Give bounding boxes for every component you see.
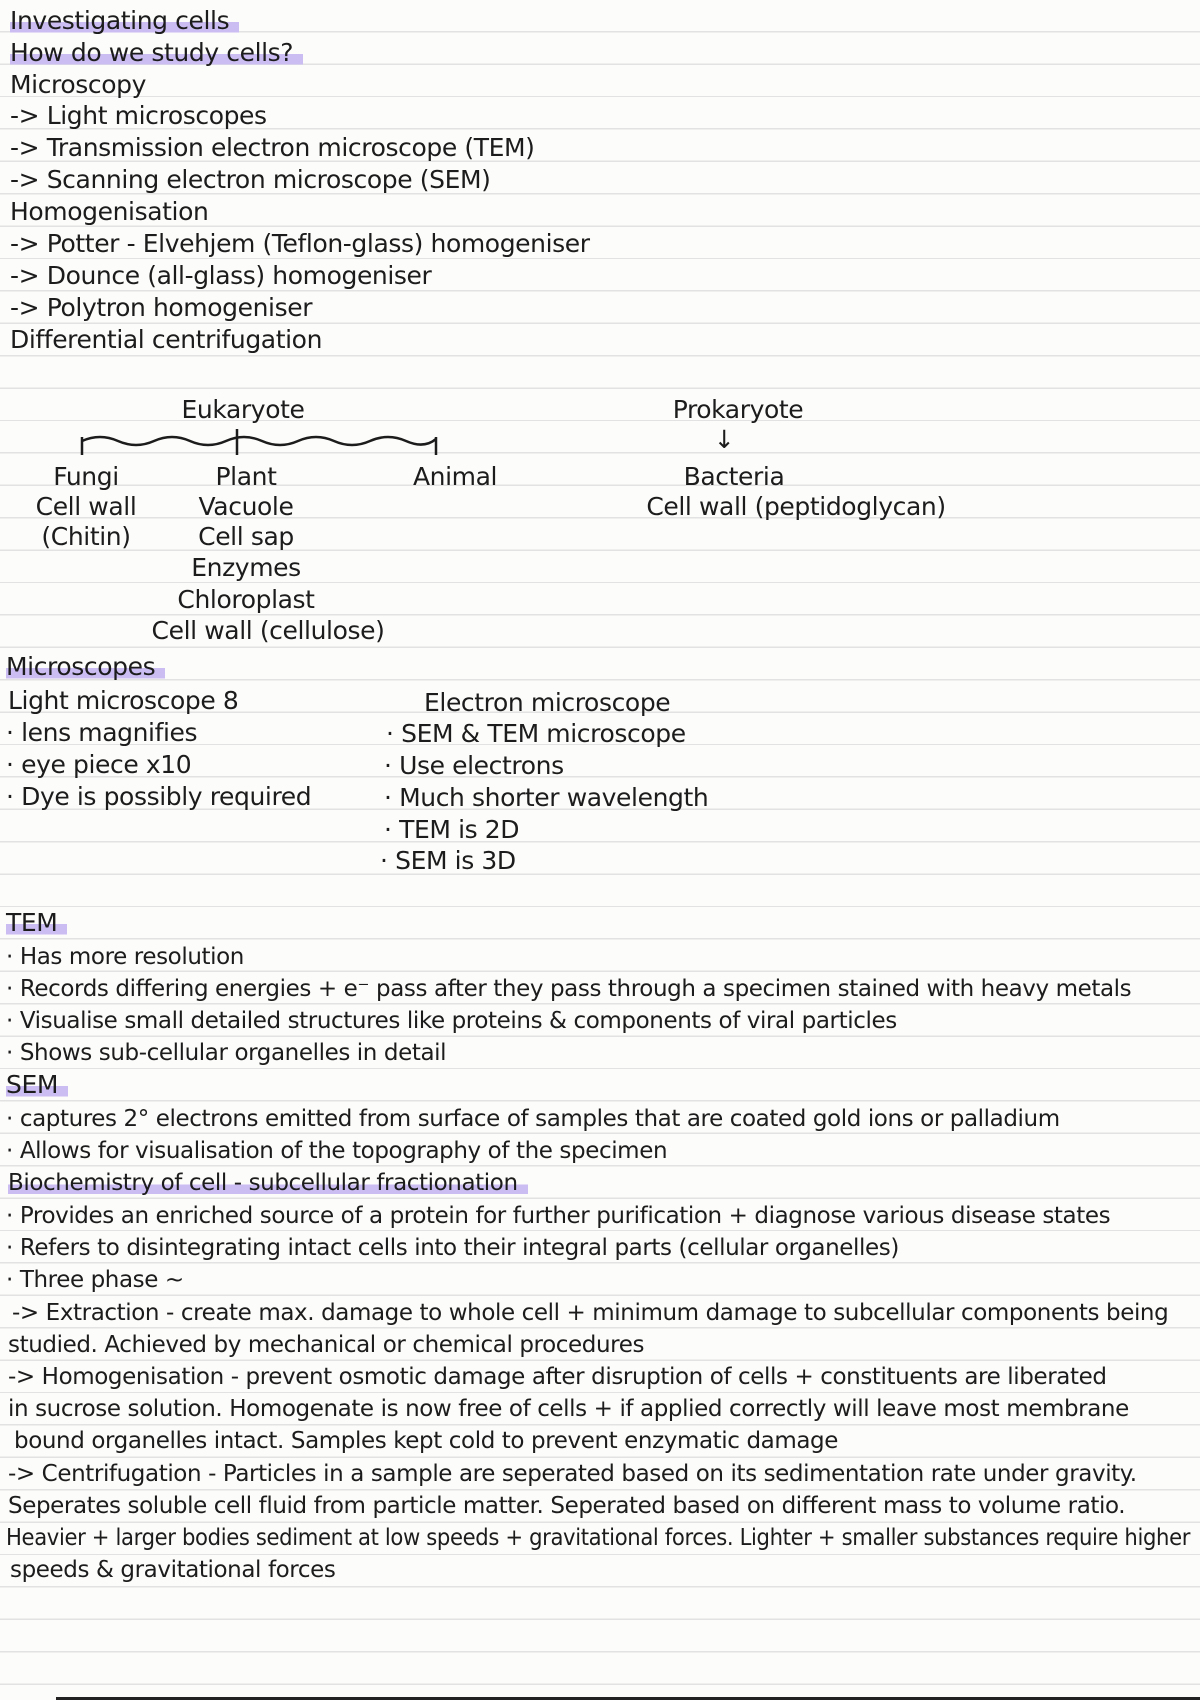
method-item: -> Potter - Elvehjem (Teflon-glass) homogeniser [10, 229, 590, 258]
tem-point: · Records differing energies + e⁻ pass after they pass through a specimen stained with heavy metals [6, 976, 1132, 1002]
fractionation-point: Seperates soluble cell fluid from particle matter. Seperated based on different mass to volume ratio. [8, 1493, 1126, 1519]
electron-microscope-point: · Use electrons [384, 751, 564, 780]
plant-feature: Cell sap [198, 522, 294, 551]
plant-feature: Enzymes [191, 553, 301, 582]
method-item: -> Light microscopes [10, 101, 267, 130]
tem-point: · Shows sub-cellular organelles in detail [6, 1040, 447, 1066]
plant-feature: Cell wall (cellulose) [151, 616, 385, 645]
electron-microscope-point: · TEM is 2D [384, 815, 520, 844]
page-question: How do we study cells? [10, 38, 303, 68]
electron-microscope-point: · SEM & TEM microscope [386, 719, 686, 748]
fractionation-point: · Three phase ~ [6, 1267, 184, 1293]
fractionation-point: -> Centrifugation - Particles in a sample are seperated based on its sedimentation rate under gravity. [8, 1461, 1137, 1487]
bacteria-label: Bacteria [683, 462, 785, 491]
fractionation-point: bound organelles intact. Samples kept cold to prevent enzymatic damage [14, 1428, 838, 1454]
microscopes-heading: Microscopes [6, 652, 165, 682]
down-arrow-icon: ↓ [713, 425, 735, 454]
tem-point: · Has more resolution [6, 944, 244, 970]
fractionation-point: studied. Achieved by mechanical or chemical procedures [8, 1332, 645, 1358]
fungi-label: Fungi [53, 462, 119, 491]
method-item: -> Polytron homogeniser [10, 293, 313, 322]
fractionation-point: in sucrose solution. Homogenate is now free of cells + if applied correctly will leave most membrane [8, 1396, 1129, 1422]
sem-point: · captures 2° electrons emitted from surface of samples that are coated gold ions or palladium [6, 1106, 1060, 1132]
sem-heading: SEM [6, 1070, 68, 1100]
fractionation-point: speeds & gravitational forces [10, 1557, 336, 1583]
method-item: -> Dounce (all-glass) homogeniser [10, 261, 432, 290]
eukaryote-bracket [0, 425, 1200, 485]
light-microscope-point: · eye piece x10 [6, 750, 192, 779]
fractionation-point: -> Homogenisation - prevent osmotic damage after disruption of cells + constituents are liberated [8, 1364, 1107, 1390]
light-microscope-point: · lens magnifies [6, 718, 198, 747]
method-item: -> Transmission electron microscope (TEM) [10, 133, 535, 162]
page-title: Investigating cells [10, 6, 239, 36]
tem-point: · Visualise small detailed structures like proteins & components of viral particles [6, 1008, 897, 1034]
electron-microscope-point: · Much shorter wavelength [384, 783, 709, 812]
fractionation-point: · Provides an enriched source of a protein for further purification + diagnose various disease states [6, 1203, 1111, 1229]
eukaryote-label: Eukaryote [181, 395, 305, 424]
plant-label: Plant [215, 462, 277, 491]
method-heading-centrifugation: Differential centrifugation [10, 325, 323, 354]
prokaryote-label: Prokaryote [672, 395, 804, 424]
fungi-feature: Cell wall [35, 492, 137, 521]
plant-feature: Vacuole [198, 492, 294, 521]
tem-heading: TEM [6, 908, 67, 938]
fractionation-heading: Biochemistry of cell - subcellular fractionation [8, 1168, 528, 1198]
animal-label: Animal [412, 462, 498, 491]
electron-microscope-title: Electron microscope [424, 688, 671, 717]
fractionation-point: -> Extraction - create max. damage to whole cell + minimum damage to subcellular components being [12, 1300, 1169, 1326]
light-microscope-title: Light microscope 8 [8, 686, 239, 715]
sem-point: · Allows for visualisation of the topography of the specimen [6, 1138, 668, 1164]
plant-feature: Chloroplast [177, 585, 315, 614]
fractionation-point: · Refers to disintegrating intact cells into their integral parts (cellular organelles) [6, 1235, 899, 1261]
fractionation-point: Heavier + larger bodies sediment at low speeds + gravitational forces. Lighter + smaller substances require higher [6, 1525, 1191, 1551]
method-heading-homogenisation: Homogenisation [10, 197, 209, 226]
bacteria-feature: Cell wall (peptidoglycan) [646, 492, 946, 521]
method-heading-microscopy: Microscopy [10, 70, 147, 99]
fungi-feature: (Chitin) [41, 522, 131, 551]
electron-microscope-point: · SEM is 3D [380, 846, 516, 875]
light-microscope-point: · Dye is possibly required [6, 782, 312, 811]
method-item: -> Scanning electron microscope (SEM) [10, 165, 491, 194]
